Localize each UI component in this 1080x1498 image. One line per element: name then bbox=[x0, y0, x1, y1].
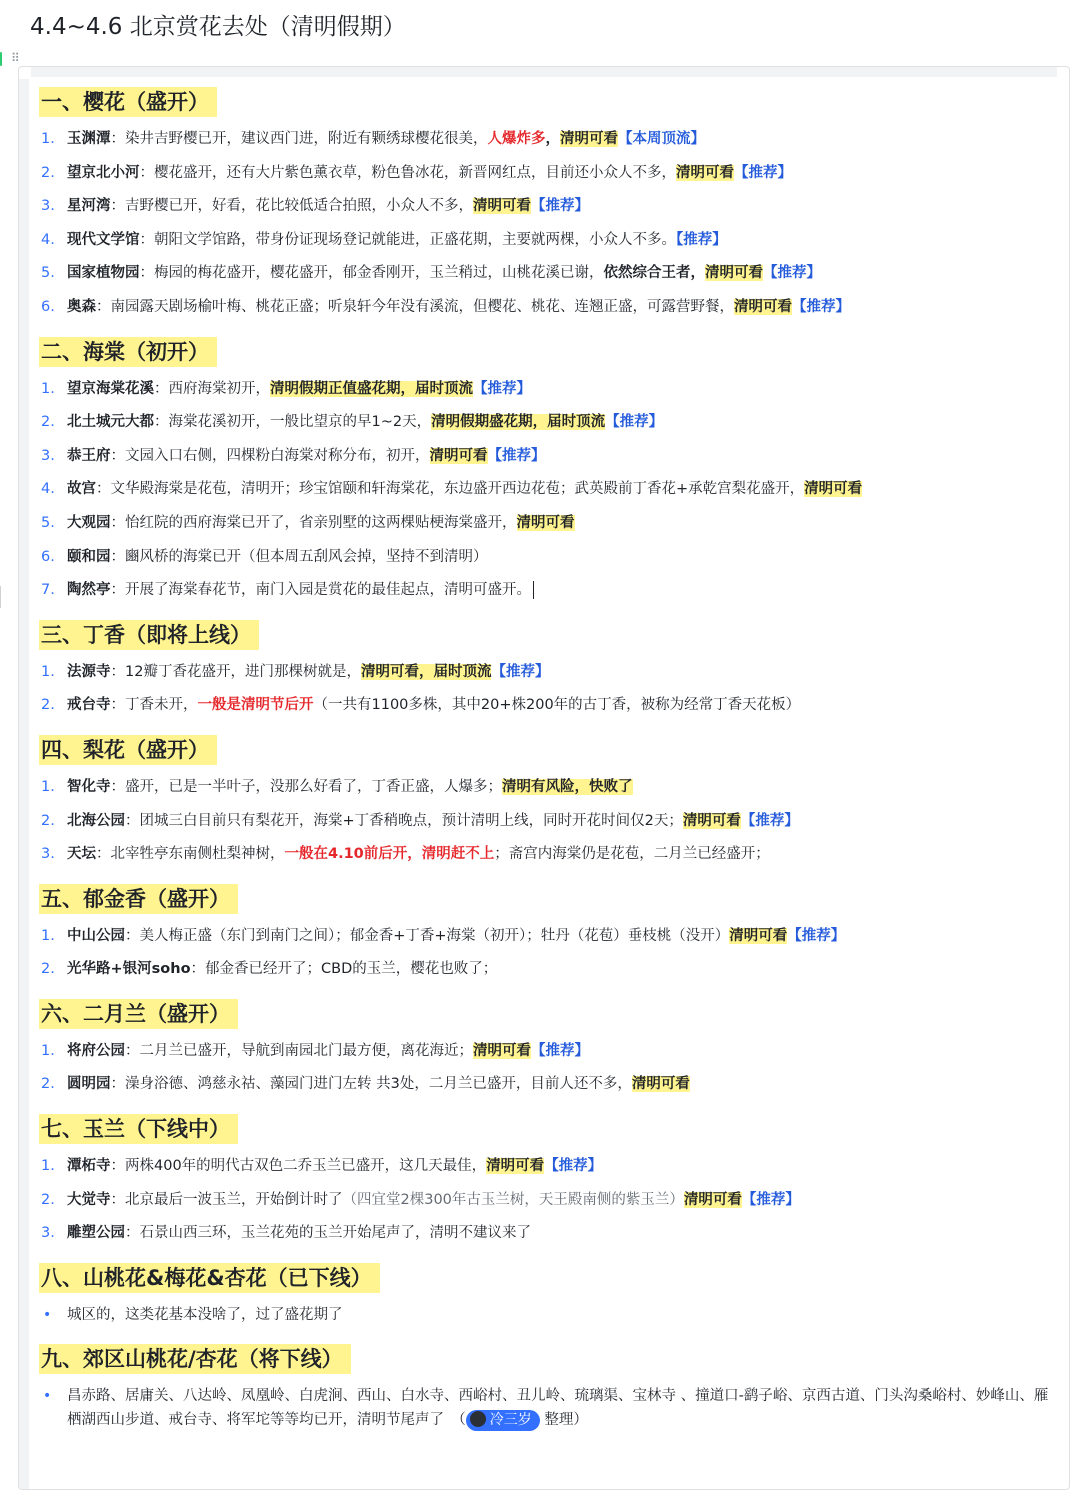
tag-label: 【推荐】 bbox=[544, 1158, 603, 1175]
highlight-text: 清明可看 bbox=[631, 1076, 690, 1093]
block-edge-marker bbox=[0, 586, 5, 608]
section bbox=[39, 735, 1061, 872]
list-number: 2. bbox=[41, 1076, 55, 1093]
warning-text: 一般是清明节后开 bbox=[197, 697, 314, 714]
list-item[interactable] bbox=[39, 123, 1061, 157]
warning-text: 一般在4.10前后开，清明赶不上 bbox=[284, 846, 495, 863]
list-number: 6. bbox=[41, 298, 55, 315]
page-title: 4.4~4.6 北京赏花去处（清明假期） bbox=[30, 14, 406, 40]
place-name: 雕塑公园 bbox=[67, 1225, 125, 1242]
bullet-list bbox=[39, 1380, 1061, 1432]
list-item[interactable] bbox=[39, 1068, 1061, 1102]
list-number: 3. bbox=[41, 846, 55, 863]
place-name: 陶然亭 bbox=[67, 582, 111, 599]
list-number: 3. bbox=[41, 447, 55, 464]
numbered-list bbox=[39, 123, 1061, 325]
place-name: 光华路+银河soho bbox=[67, 961, 191, 978]
section bbox=[39, 884, 1061, 987]
tag-label: 【推荐】 bbox=[792, 298, 850, 315]
list-item[interactable] bbox=[39, 656, 1061, 690]
item-text: 昌赤路、居庸关、八达岭、凤凰岭、白虎涧、西山、白水寺、西峪村、丑儿岭、琉璃渠、宝林寺 、撞道口-鹞子峪、京西古道、门头沟桑峪村、妙峰山、雁栖湖西山步道、戒台寺、将军坨等等均已开，清明节尾声了 （ bbox=[67, 1388, 1049, 1429]
text-cursor bbox=[533, 581, 534, 599]
tag-label: 【推荐】 bbox=[491, 663, 550, 680]
section bbox=[39, 337, 1061, 608]
list-item[interactable] bbox=[39, 406, 1061, 440]
list-number: 2. bbox=[41, 697, 55, 714]
item-text: ：海棠花溪初开，一般比望京的早1~2天， bbox=[154, 414, 432, 431]
bullet-dot-icon: • bbox=[43, 1306, 52, 1323]
highlight-text: 清明可看 bbox=[729, 927, 788, 944]
list-number: 1. bbox=[41, 663, 55, 680]
list-item[interactable] bbox=[39, 1035, 1061, 1069]
avatar-icon bbox=[470, 1411, 486, 1427]
section-heading: 一、樱花（盛开） bbox=[39, 87, 217, 117]
list-number: 2. bbox=[41, 414, 55, 431]
item-text: 城区的，这类花基本没啥了，过了盛花期了 bbox=[67, 1306, 343, 1323]
place-name: 故宫 bbox=[67, 481, 96, 498]
numbered-list bbox=[39, 1150, 1061, 1251]
place-name: 法源寺 bbox=[67, 663, 111, 680]
item-text: ：北京最后一波玉兰，开始倒计时了 bbox=[110, 1191, 343, 1208]
highlight-text: 清明可看，届时顶流 bbox=[360, 663, 492, 680]
item-text: ：郁金香已经开了；CBD的玉兰，樱花也败了； bbox=[190, 961, 498, 978]
highlight-text: 清明可看 bbox=[486, 1158, 545, 1175]
tag-label: 【推荐】 bbox=[787, 927, 846, 944]
place-name: 依然综合王者， bbox=[603, 265, 705, 282]
list-number: 2. bbox=[41, 164, 55, 181]
list-number: 1. bbox=[41, 1158, 55, 1175]
list-number: 5. bbox=[41, 265, 55, 282]
focus-indicator bbox=[0, 52, 2, 66]
place-name: 望京北小河 bbox=[67, 164, 140, 181]
section bbox=[39, 87, 1061, 325]
item-text: ；斋宫内海棠仍是花苞，二月兰已经盛开； bbox=[494, 846, 770, 863]
tag-label: 【推荐】 bbox=[741, 1191, 800, 1208]
user-mention[interactable] bbox=[466, 1410, 540, 1431]
list-item[interactable] bbox=[39, 1380, 1061, 1432]
list-item[interactable] bbox=[39, 1150, 1061, 1184]
item-text: 整理） bbox=[539, 1412, 588, 1429]
list-item[interactable] bbox=[39, 257, 1061, 291]
place-name: 星河湾 bbox=[67, 198, 111, 215]
list-item[interactable] bbox=[39, 541, 1061, 575]
numbered-list bbox=[39, 656, 1061, 723]
item-text: ：怡红院的西府海棠已开了，省亲别墅的这两棵贴梗海棠盛开， bbox=[110, 514, 517, 531]
list-item[interactable] bbox=[39, 440, 1061, 474]
list-number: 3. bbox=[41, 1225, 55, 1242]
list-item[interactable] bbox=[39, 224, 1061, 258]
highlight-text: 清明可看 bbox=[804, 481, 863, 498]
item-text: ：南园露天剧场榆叶梅、桃花正盛；听泉轩今年没有溪流，但樱花、桃花、连翘正盛，可露营野餐， bbox=[96, 298, 734, 315]
place-name: 奥森 bbox=[67, 298, 96, 315]
list-number: 2. bbox=[41, 961, 55, 978]
content-block bbox=[18, 66, 1070, 1490]
list-item[interactable] bbox=[39, 190, 1061, 224]
warning-text: 人爆炸多 bbox=[487, 131, 546, 147]
highlight-text: 清明可看 bbox=[683, 1191, 742, 1208]
list-item[interactable] bbox=[39, 771, 1061, 805]
item-text: ：丁香未开， bbox=[110, 697, 198, 714]
list-item[interactable] bbox=[39, 838, 1061, 872]
highlight-text: 清明可看 bbox=[705, 265, 763, 282]
item-text: ：澡身浴德、鸿慈永祜、藻园门进门左转 共3处，二月兰已盛开，目前人还不多， bbox=[110, 1076, 632, 1093]
tag-label: 【推荐】 bbox=[734, 164, 792, 181]
tag-label: 【推荐】 bbox=[487, 447, 546, 464]
tag-label: 【推荐】 bbox=[473, 380, 531, 397]
note-text: （四宜堂2棵300年古玉兰树，天王殿南侧的紫玉兰） bbox=[342, 1191, 684, 1208]
block-top-bar bbox=[31, 67, 1057, 77]
item-text: ：朝阳文学馆路，带身份证现场登记就能进，正盛花期，主要就两棵，小众人不多。 bbox=[139, 231, 676, 248]
section-heading: 五、郁金香（盛开） bbox=[39, 884, 238, 914]
list-number: 7. bbox=[41, 582, 55, 599]
item-text: ：西府海棠初开， bbox=[154, 380, 270, 397]
highlight-text: 清明可看 bbox=[473, 1042, 531, 1059]
section bbox=[39, 1344, 1061, 1432]
section-heading: 四、梨花（盛开） bbox=[39, 735, 217, 765]
place-name: 现代文学馆 bbox=[67, 231, 140, 248]
list-number: 1. bbox=[41, 778, 55, 795]
list-number: 4. bbox=[41, 231, 55, 248]
list-number: 6. bbox=[41, 548, 55, 565]
list-number: 1. bbox=[41, 131, 55, 147]
highlight-text: 清明有风险，快败了 bbox=[502, 778, 633, 795]
list-number: 4. bbox=[41, 481, 55, 498]
item-text: ：石景山西三环，玉兰花苑的玉兰开始尾声了，清明不建议来了 bbox=[125, 1225, 531, 1242]
tag-label: 【推荐】 bbox=[531, 1042, 589, 1059]
place-name: ， bbox=[545, 131, 560, 147]
section bbox=[39, 1263, 1061, 1333]
list-item[interactable] bbox=[39, 805, 1061, 839]
item-text: ：盛开，已是一半叶子，没那么好看了，丁香正盛，人爆多； bbox=[110, 778, 502, 795]
place-name: 天坛 bbox=[67, 846, 96, 863]
item-text: ：梅园的梅花盛开，樱花盛开，郁金香刚开，玉兰稍过，山桃花溪已谢， bbox=[139, 265, 604, 282]
item-text: ：两株400年的明代古双色二乔玉兰已盛开，这几天最佳， bbox=[110, 1158, 487, 1175]
list-number: 5. bbox=[41, 514, 55, 531]
list-item[interactable] bbox=[39, 473, 1061, 507]
place-name: 北海公园 bbox=[67, 812, 125, 829]
place-name: 中山公园 bbox=[67, 927, 125, 944]
section bbox=[39, 999, 1061, 1102]
highlight-text: 清明可看 bbox=[516, 514, 575, 531]
place-name: 玉渊潭 bbox=[67, 131, 111, 147]
block-left-bar bbox=[19, 79, 29, 1489]
place-name: 智化寺 bbox=[67, 778, 111, 795]
item-text: ：团城三白目前只有梨花开，海棠+丁香稍晚点，预计清明上线，同时开花时间仅2天； bbox=[125, 812, 683, 829]
item-text: ：文华殿海棠是花苞，清明开；珍宝馆颐和轩海棠花，东边盛开西边花苞；武英殿前丁香花+承乾宫梨花盛开， bbox=[96, 481, 805, 498]
section-heading: 二、海棠（初开） bbox=[39, 337, 217, 367]
list-item[interactable] bbox=[39, 157, 1061, 191]
tag-label: 【推荐】 bbox=[531, 198, 589, 215]
section-heading: 九、郊区山桃花/杏花（将下线） bbox=[39, 1344, 351, 1374]
list-item[interactable] bbox=[39, 953, 1061, 987]
numbered-list bbox=[39, 771, 1061, 872]
tag-label: 【推荐】 bbox=[605, 414, 664, 431]
mention-name: 冷三岁 bbox=[489, 1412, 532, 1429]
section-heading: 六、二月兰（盛开） bbox=[39, 999, 238, 1029]
list-item[interactable] bbox=[39, 920, 1061, 954]
highlight-text: 清明可看 bbox=[473, 198, 531, 215]
list-item[interactable] bbox=[39, 1299, 1061, 1333]
numbered-list bbox=[39, 373, 1061, 608]
tag-label: 【推荐】 bbox=[676, 231, 727, 248]
place-name: 大观园 bbox=[67, 514, 111, 531]
bullet-dot-icon: • bbox=[43, 1388, 52, 1405]
block-content[interactable] bbox=[39, 79, 1061, 1432]
list-item[interactable] bbox=[39, 507, 1061, 541]
place-name: 潭柘寺 bbox=[67, 1158, 111, 1175]
place-name: 国家植物园 bbox=[67, 265, 140, 282]
highlight-text: 清明可看 bbox=[682, 812, 741, 829]
drag-handle-icon[interactable]: ⠿ bbox=[11, 51, 19, 65]
list-number: 2. bbox=[41, 812, 55, 829]
bullet-list bbox=[39, 1299, 1061, 1333]
numbered-list bbox=[39, 920, 1061, 987]
item-text: ：开展了海棠春花节，南门入园是赏花的最佳起点，清明可盛开。 bbox=[110, 582, 531, 599]
list-number: 2. bbox=[41, 1191, 55, 1208]
place-name: 望京海棠花溪 bbox=[67, 380, 154, 397]
list-item[interactable] bbox=[39, 689, 1061, 723]
place-name: 北土城元大都 bbox=[67, 414, 154, 431]
section bbox=[39, 1114, 1061, 1251]
place-name: 恭王府 bbox=[67, 447, 111, 464]
highlight-text: 清明假期盛花期，届时顶流 bbox=[431, 414, 606, 431]
numbered-list bbox=[39, 1035, 1061, 1102]
tag-label: 【推荐】 bbox=[740, 812, 799, 829]
item-text: （一共有1100多株，其中20+株200年的古丁香，被称为经常丁香天花板） bbox=[313, 697, 801, 714]
item-text: ：吉野樱已开，好看，花比较低适合拍照，小众人不多， bbox=[110, 198, 473, 215]
list-number: 1. bbox=[41, 927, 55, 944]
place-name: 大觉寺 bbox=[67, 1191, 111, 1208]
item-text: ：北宰牲亭东南侧杜梨神树， bbox=[96, 846, 285, 863]
list-item[interactable] bbox=[39, 291, 1061, 325]
highlight-text: 清明可看 bbox=[429, 447, 488, 464]
item-text: ：二月兰已盛开，导航到南园北门最方便，离花海近； bbox=[125, 1042, 473, 1059]
place-name: 将府公园 bbox=[67, 1042, 125, 1059]
item-text: ：文园入口右侧，四棵粉白海棠对称分布，初开， bbox=[110, 447, 430, 464]
item-text: ：美人梅正盛（东门到南门之间）；郁金香+丁香+海棠（初开）；牡丹（花苞）垂枝桃（没开） bbox=[125, 927, 730, 944]
section-heading: 三、丁香（即将上线） bbox=[39, 620, 259, 650]
list-item[interactable] bbox=[39, 1217, 1061, 1251]
list-number: 1. bbox=[41, 380, 55, 397]
tag-label: 【本周顶流】 bbox=[618, 131, 705, 147]
list-number: 1. bbox=[41, 1042, 55, 1059]
item-text: ：染井吉野樱已开，建议西门进，附近有颗绣球樱花很美， bbox=[110, 131, 488, 147]
section-heading: 八、山桃花&梅花&杏花（已下线） bbox=[39, 1263, 380, 1293]
section-heading: 七、玉兰（下线中） bbox=[39, 1114, 238, 1144]
place-name: 戒台寺 bbox=[67, 697, 111, 714]
highlight-text: 清明假期正值盛花期，届时顶流 bbox=[270, 380, 473, 397]
highlight-text: 清明可看 bbox=[560, 131, 618, 147]
list-number: 3. bbox=[41, 198, 55, 215]
tag-label: 【推荐】 bbox=[763, 265, 821, 282]
list-item[interactable] bbox=[39, 1184, 1061, 1218]
item-text: ：樱花盛开，还有大片紫色薰衣草，粉色鲁冰花，新晋网红点，目前还小众人不多， bbox=[139, 164, 676, 181]
item-text: ：豳风桥的海棠已开（但本周五刮风会掉，坚持不到清明） bbox=[110, 548, 488, 565]
highlight-text: 清明可看 bbox=[734, 298, 792, 315]
highlight-text: 清明可看 bbox=[676, 164, 734, 181]
item-text: ：12瓣丁香花盛开，进门那棵树就是， bbox=[110, 663, 361, 680]
section bbox=[39, 620, 1061, 723]
place-name: 颐和园 bbox=[67, 548, 111, 565]
place-name: 圆明园 bbox=[67, 1076, 111, 1093]
list-item[interactable] bbox=[39, 574, 1061, 608]
list-item[interactable] bbox=[39, 373, 1061, 407]
